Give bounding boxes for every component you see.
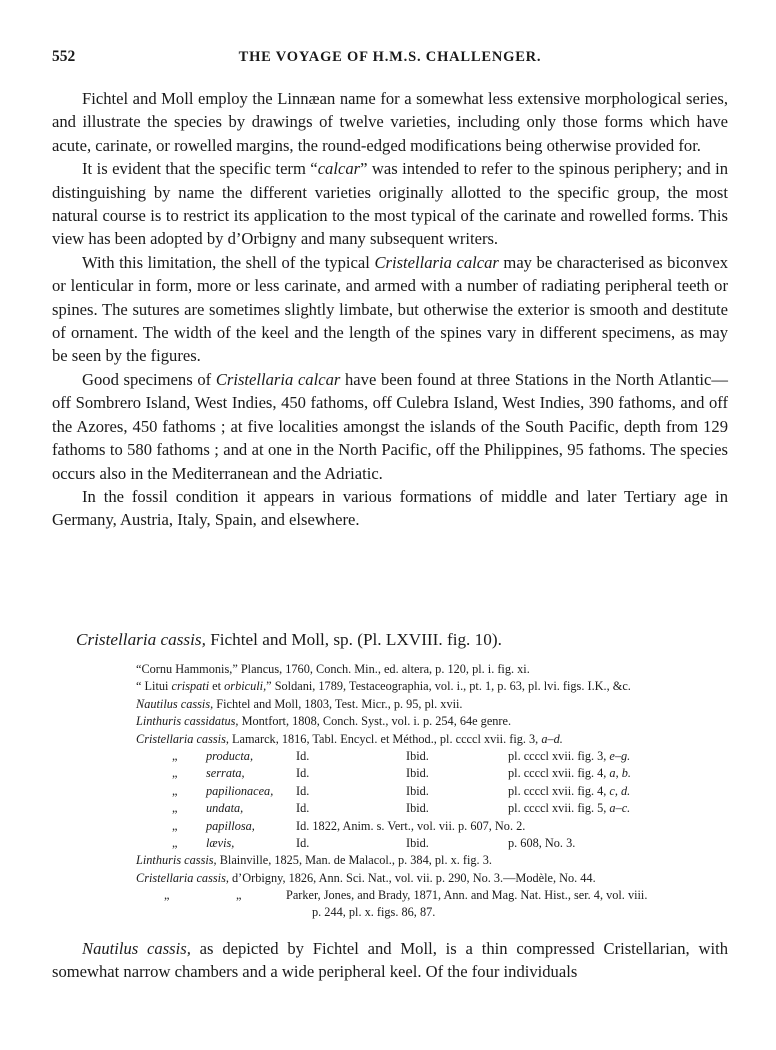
species-heading — [76, 628, 728, 652]
synonymy-variety-row — [136, 835, 736, 852]
species-name-italic: Nautilus cassis, — [82, 939, 191, 958]
synonymy-entry-continuation — [136, 904, 736, 921]
plate-reference — [508, 783, 630, 800]
author-ditto: Id. — [296, 748, 310, 763]
synonymy-text: p. 244, pl. x. figs. 86, 87. — [312, 905, 436, 920]
synonymy-text: Lamarck, 1816, Tabl. Encycl. et Méthod., pl. ccccl xvii. fig. 3, — [228, 731, 542, 746]
page-number: 552 — [52, 48, 76, 65]
species-heading-rest: Fichtel and Moll, sp. (Pl. LXVIII. fig. 10). — [205, 630, 502, 649]
synonymy-name: crispati — [171, 679, 210, 694]
variety-name: producta, — [206, 748, 254, 763]
variety-name: undata, — [206, 801, 244, 816]
work-ditto: Ibid. — [406, 783, 429, 798]
synonymy-text: Parker, Jones, and Brady, 1871, Ann. and Mag. Nat. Hist., ser. 4, vol. viii. — [286, 888, 648, 903]
paragraph-6 — [52, 937, 728, 984]
ditto-mark: „ — [164, 888, 170, 903]
synonymy-variety-row — [136, 800, 736, 817]
figure-letters: c, d. — [609, 783, 631, 798]
paragraph-2-text-b: ” was intended to refer to the spinous periphery; and in distinguishing by name the different varieties originally allotted to the specific group, the most natural course is to restrict its application to the most typical of the carinate and rowelled forms. This view has been adopted by d’Orbigny and many subsequent writers. — [52, 159, 729, 249]
plate-reference — [508, 748, 630, 765]
figure-letters: a–c. — [609, 801, 631, 816]
running-title: THE VOYAGE OF H.M.S. CHALLENGER. — [238, 49, 542, 65]
variety-name: papilionacea, — [206, 783, 274, 798]
synonymy-text: et — [209, 679, 225, 694]
ditto-mark: „ — [172, 801, 178, 816]
ditto-mark: „ — [172, 766, 178, 781]
species-name-italic: Cristellaria calcar — [374, 252, 499, 272]
variety-name: papillosa, — [206, 818, 255, 833]
plate-reference-text: pl. ccccl xvii. fig. 4, — [508, 766, 610, 781]
synonymy-name: Nautilus cassis, — [136, 696, 214, 711]
term-calcar: calcar — [317, 159, 361, 179]
synonymy-variety-row — [136, 783, 736, 800]
author-ditto: Id. — [296, 835, 310, 850]
paragraph-4-text-b: have been found at three Stations in the North Atlantic—off Sombrero Island, West Indies, 450 fathoms, off Culebra Island, West Indies, 390 fathoms, and off the Azores, 450 fathoms ; at five localities amongst the islands of the South Pacific, depth from 129 fathoms to 580 fathoms ; and at one in the North Pacific, off the Philippines, 95 fathoms. The species occurs also in the Mediterranean and the Adriatic. — [52, 369, 729, 483]
paragraph-6-text: as depicted by Fichtel and Moll, is a thin compressed Cristellarian, with somewhat narrow chambers and a wide peripheral keel. Of the four individuals — [52, 939, 728, 982]
synonymy-entry — [136, 661, 736, 678]
synonymy-text: Blainville, 1825, Man. de Malacol., p. 384, pl. x. fig. 3. — [216, 853, 492, 868]
plate-reference-text: pl. ccccl xvii. fig. 5, — [508, 801, 610, 816]
plate-reference-text: pl. ccccl xvii. fig. 3, — [508, 748, 610, 763]
synonymy-text: “ Litui — [136, 679, 172, 694]
plate-reference-text: pl. ccccl xvii. fig. 4, — [508, 783, 610, 798]
paragraph-2-text-a: It is evident that the specific term “ — [82, 159, 318, 179]
synonymy-text: “Cornu Hammonis,” Plancus, 1760, Conch. Min., ed. altera, p. 120, pl. i. fig. xi. — [136, 662, 530, 676]
synonymy-name: orbiculi, — [224, 679, 267, 694]
synonymy-variety-row — [136, 748, 736, 765]
plate-reference — [508, 800, 630, 817]
synonymy-entry — [136, 887, 736, 904]
synonymy-variety-row — [136, 765, 736, 782]
species-heading-name: Cristellaria cassis, — [76, 630, 206, 649]
synonymy-text: ” Soldani, 1789, Testaceographia, vol. i., pt. 1, p. 63, pl. lvi. figs. I.K., &c. — [266, 679, 631, 694]
synonymy-text: Fichtel and Moll, 1803, Test. Micr., p. 95, pl. xvii. — [213, 696, 463, 711]
paragraph-1: Fichtel and Moll employ the Linnæan name for a somewhat less extensive morphological series, and illustrate the species by drawings of twelve varieties, including only those forms which have acute, carinate, or rowelled margins, the round-edged modifications being otherwise provided for. — [52, 89, 728, 155]
work-ditto: Ibid. — [406, 801, 429, 816]
synonymy-text: Montfort, 1808, Conch. Syst., vol. i. p. 254, 64e genre. — [238, 714, 512, 729]
variety-name: lævis, — [206, 835, 235, 850]
synonymy-entry — [136, 852, 736, 869]
ditto-mark: „ — [172, 783, 178, 798]
synonymy-entry — [136, 696, 736, 713]
ditto-mark: „ — [236, 888, 242, 903]
body-text — [52, 87, 728, 532]
paragraph-4 — [52, 368, 728, 485]
ditto-mark: „ — [172, 835, 178, 850]
synonymy-list — [136, 661, 736, 922]
plate-reference: p. 608, No. 3. — [508, 835, 576, 850]
synonymy-name: Linthuris cassis, — [136, 853, 217, 868]
synonymy-entry — [136, 731, 736, 748]
ditto-mark: „ — [172, 818, 178, 833]
synonymy-name: a–d. — [541, 731, 563, 746]
paragraph-5: In the fossil condition it appears in various formations of middle and later Tertiary age in Germany, Austria, Italy, Spain, and elsewhere. — [52, 486, 728, 530]
synonymy-name: Linthuris cassidatus, — [136, 714, 239, 729]
running-header — [52, 45, 728, 69]
synonymy-variety-row — [136, 818, 736, 835]
closing-paragraph — [52, 937, 728, 984]
work-ditto: Ibid. — [406, 748, 429, 763]
synonymy-name: Cristellaria cassis, — [136, 731, 229, 746]
work-ditto: Ibid. — [406, 766, 429, 781]
species-name-italic: Cristellaria calcar — [215, 369, 341, 389]
ditto-mark: „ — [172, 748, 178, 763]
author-ditto: Id. — [296, 766, 310, 781]
synonymy-entry — [136, 713, 736, 730]
synonymy-text: Id. 1822, Anim. s. Vert., vol. vii. p. 607, No. 2. — [296, 818, 526, 833]
figure-letters: a, b. — [609, 766, 631, 781]
variety-name: serrata, — [206, 766, 245, 781]
plate-reference — [508, 765, 631, 782]
synonymy-entry — [136, 870, 736, 887]
paragraph-4-text-a: Good specimens of — [82, 369, 216, 389]
synonymy-name: Cristellaria cassis, — [136, 870, 229, 885]
paragraph-2 — [52, 157, 728, 251]
paragraph-3-text-a: With this limitation, the shell of the typical — [82, 252, 375, 272]
author-ditto: Id. — [296, 783, 310, 798]
author-ditto: Id. — [296, 801, 310, 816]
paragraph-3-text-b: may be characterised as biconvex or lenticular in form, more or less carinate, and armed with a number of radiating peripheral teeth or spines. The sutures are sometimes slightly limbate, but otherwise the exterior is smooth and destitute of ornament. The width of the keel and the length of the spines vary in different specimens, as may be seen by the figures. — [52, 252, 729, 366]
synonymy-entry — [136, 678, 736, 695]
synonymy-text: d’Orbigny, 1826, Ann. Sci. Nat., vol. vii. p. 290, No. 3.—Modèle, No. 44. — [228, 870, 596, 885]
figure-letters: e–g. — [609, 748, 631, 763]
paragraph-3 — [52, 251, 728, 368]
work-ditto: Ibid. — [406, 835, 429, 850]
